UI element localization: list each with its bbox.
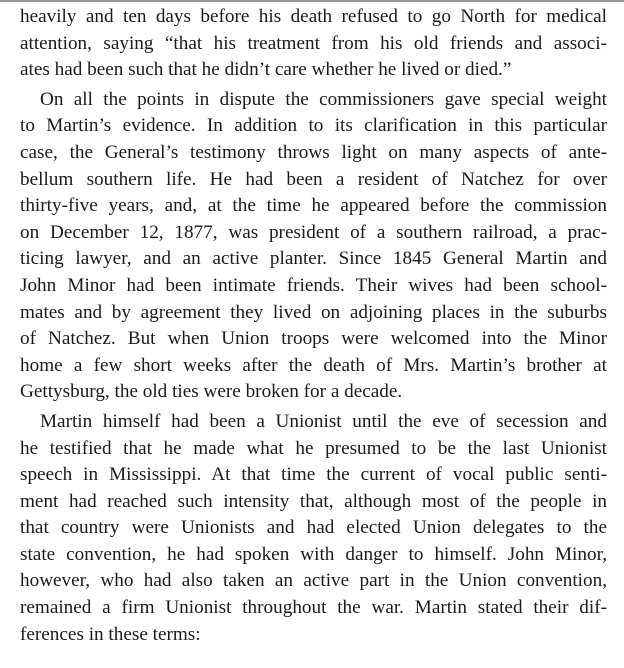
text-line: that country were Unionists and had elected Union delegates to the: [20, 517, 607, 539]
document-page: [20, 4, 607, 648]
text-line: ferences in these terms:: [20, 623, 201, 645]
text-line: case, the General’s testimony throws light on many aspects of ante-: [20, 141, 607, 163]
text-line: bellum southern life. He had been a resident of Natchez for over: [20, 168, 607, 190]
text-line: attention, saying “that his treatment from his old friends and associ-: [20, 32, 607, 54]
text-line: Martin himself had been a Unionist until the eve of secession and: [40, 410, 607, 432]
text-line: On all the points in dispute the commissioners gave special weight: [40, 88, 607, 110]
text-line: speech in Mississippi. At that time the current of vocal public senti-: [20, 464, 607, 486]
text-line: ates had been such that he didn’t care whether he lived or died.”: [20, 59, 512, 81]
text-line: heavily and ten days before his death refused to go North for medical: [20, 6, 607, 27]
paragraph-1: [20, 4, 607, 84]
text-line: John Minor had been intimate friends. Their wives had been school-: [20, 274, 607, 296]
text-line: however, who had also taken an active part in the Union convention,: [20, 570, 607, 592]
text-line: ment had reached such intensity that, although most of the people in: [20, 490, 607, 512]
text-line: to Martin’s evidence. In addition to its clarification in this particular: [20, 115, 607, 137]
text-line: remained a firm Unionist throughout the war. Martin stated their dif-: [20, 597, 607, 619]
text-line: on December 12, 1877, was president of a southern railroad, a prac-: [20, 221, 607, 243]
text-line: Gettysburg, the old ties were broken for a decade.: [20, 381, 403, 403]
top-border-rule: [0, 0, 624, 2]
text-line: home a few short weeks after the death of Mrs. Martin’s brother at: [20, 354, 607, 376]
text-line: of Natchez. But when Union troops were welcomed into the Minor: [20, 328, 607, 350]
text-line: state convention, he had spoken with danger to himself. John Minor,: [20, 543, 607, 565]
text-line: mates and by agreement they lived on adjoining places in the suburbs: [20, 301, 607, 323]
text-line: he testified that he made what he presumed to be the last Unionist: [20, 437, 607, 459]
paragraph-2: [20, 87, 607, 406]
paragraph-3: [20, 409, 607, 648]
text-line: ticing lawyer, and an active planter. Since 1845 General Martin and: [20, 248, 607, 270]
text-line: thirty-five years, and, at the time he appeared before the commission: [20, 195, 607, 217]
